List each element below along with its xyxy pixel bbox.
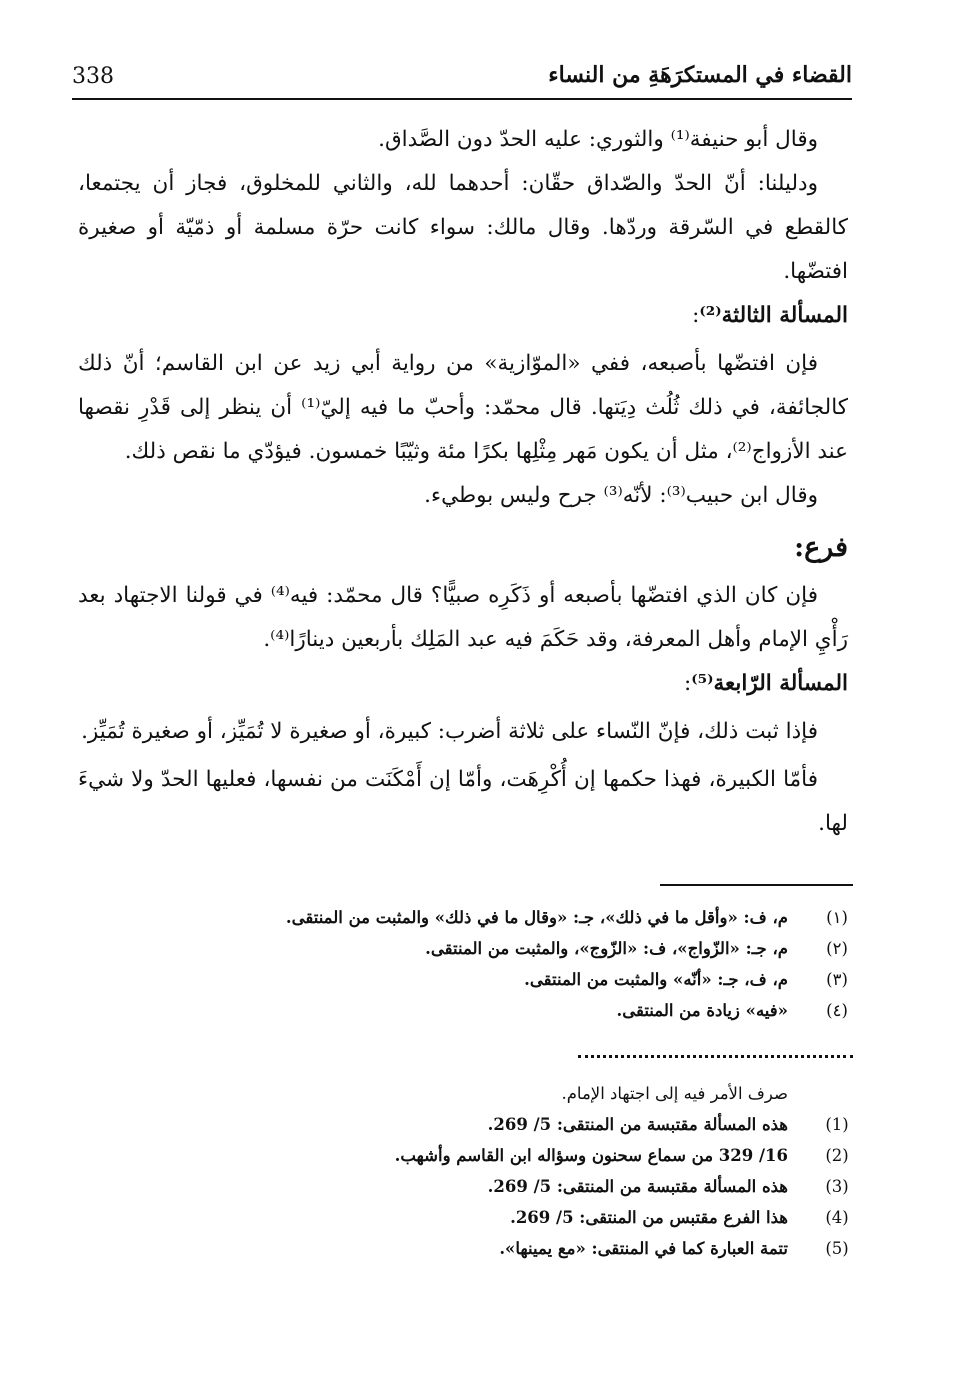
manuscript-footnotes <box>200 902 852 1026</box>
footnote-text: م، ف، جـ: «أنّه» والمثبت من المنتقى. <box>524 970 788 989</box>
footnote-text: تتمة العبارة كما في المنتقى: «مع يمينها». <box>499 1239 788 1258</box>
footnote-number: (5) <box>825 1239 849 1258</box>
branch-heading: فرع: <box>794 532 848 563</box>
section-heading-3 <box>78 294 848 338</box>
footnote-item <box>200 933 852 964</box>
header-rule <box>72 98 852 100</box>
section-heading-3-text: المسألة الثالثة⁽²⁾ <box>699 303 848 328</box>
paragraph-3: فإن افتضّها بأصبعه، ففي «الموّازية» من رواية أبي زيد عن ابن القاسم؛ أنّ ذلك كالجائفة، في ذلك ثُلُث دِيَتها. قال محمّد: وأحبّ ما فيه إليّ⁽¹⁾ أن ينظر إلى قَدْرِ نقصها عند الأزواج⁽²⁾، مثل أن يكون مَهر مِثْلِها بكرًا مئة وثيّبًا خمسون. فيؤدّي ما نقص ذلك. <box>78 351 849 464</box>
paragraph-2: ودليلنا: أنّ الحدّ والصّداق حقّان: أحدهما لله، والثاني للمخلوق، فجاز أن يجتمعا، كالقطع في السّرقة وردّها. وقال مالك: سواء كانت حرّة مسلمة أو ذمّيّة أو صغيرة افتضّها. <box>78 171 848 284</box>
paragraph-5: فإن كان الذي افتضّها بأصبعه أو ذَكَرِه صبيًّا؟ قال محمّد: فيه⁽⁴⁾ في قولنا الاجتهاد بعد رَأْيِ الإمام وأهل المعرفة، وقد حَكَمَ فيه عبد المَلِك بأربعين دينارًا⁽⁴⁾. <box>78 583 848 652</box>
footnote-number: (٤) <box>826 1001 848 1020</box>
editor-footnotes <box>200 1078 852 1264</box>
footnote-number: (١) <box>826 908 848 927</box>
section-heading-4-colon: : <box>684 671 692 696</box>
footnote-item <box>200 1140 852 1171</box>
footnote-item <box>200 995 852 1026</box>
footnote-text: هذه المسألة مقتبسة من المنتقى: 5/ 269. <box>487 1115 788 1134</box>
footnote-item <box>200 1202 852 1233</box>
footnote-number: (٣) <box>826 970 848 989</box>
footnote-number: (٢) <box>826 939 848 958</box>
footnote-number: (4) <box>825 1208 849 1227</box>
paragraph-7: فأمّا الكبيرة، فهذا حكمها إن أُكْرِهَت، وأمّا إن أَمْكَنَت من نفسها، فعليها الحدّ ولا شيءَ لها. <box>78 767 848 836</box>
footnote-text: م، ف: «وأقل ما في ذلك»، جـ: «وقال ما في ذلك» والمثبت من المنتقى. <box>285 908 788 927</box>
paragraph-1: وقال أبو حنيفة⁽¹⁾ والثوري: عليه الحدّ دون الصَّداق. <box>378 127 818 152</box>
footnote-item <box>200 902 852 933</box>
footnote-text: هذه المسألة مقتبسة من المنتقى: 5/ 269. <box>487 1177 788 1196</box>
footnote-text: م، جـ: «الزّواج»، ف: «الزّوج»، والمثبت من المنتقى. <box>425 939 788 958</box>
main-text <box>78 118 848 846</box>
section-heading-3-colon: : <box>692 303 700 328</box>
running-title: القضاء في المستكرَهَةِ من النساء <box>548 62 852 88</box>
footnote-item <box>200 964 852 995</box>
footnote-continuation-text: صرف الأمر فيه إلى اجتهاد الإمام. <box>561 1084 788 1103</box>
paragraph-6: فإذا ثبت ذلك، فإنّ النّساء على ثلاثة أضرب: كبيرة، أو صغيرة لا تُمَيِّز، أو صغيرة تُمَيِّز. <box>81 719 818 744</box>
footnote-item <box>200 1233 852 1264</box>
footnote-rule <box>660 884 853 886</box>
paragraph-4: وقال ابن حبيب⁽³⁾: لأنّه⁽³⁾ جرح وليس بوطيء. <box>424 483 818 508</box>
footnote-number: (3) <box>825 1177 849 1196</box>
footnote-number: (1) <box>825 1115 849 1134</box>
section-heading-4-text: المسألة الرّابعة⁽⁵⁾ <box>691 671 848 696</box>
page-header <box>72 62 852 96</box>
footnote-continuation <box>200 1078 852 1109</box>
footnote-dotted-separator <box>578 1055 853 1058</box>
footnote-number: (2) <box>825 1146 849 1165</box>
footnote-item <box>200 1109 852 1140</box>
footnote-text: 16/ 329 من سماع سحنون وسؤاله ابن القاسم وأشهب. <box>394 1146 788 1165</box>
section-heading-4 <box>78 662 848 706</box>
page-number: 338 <box>72 64 114 89</box>
footnote-item <box>200 1171 852 1202</box>
footnote-text: هذا الفرع مقتبس من المنتقى: 5/ 269. <box>510 1208 788 1227</box>
footnote-text: «فيه» زيادة من المنتقى. <box>616 1001 788 1020</box>
